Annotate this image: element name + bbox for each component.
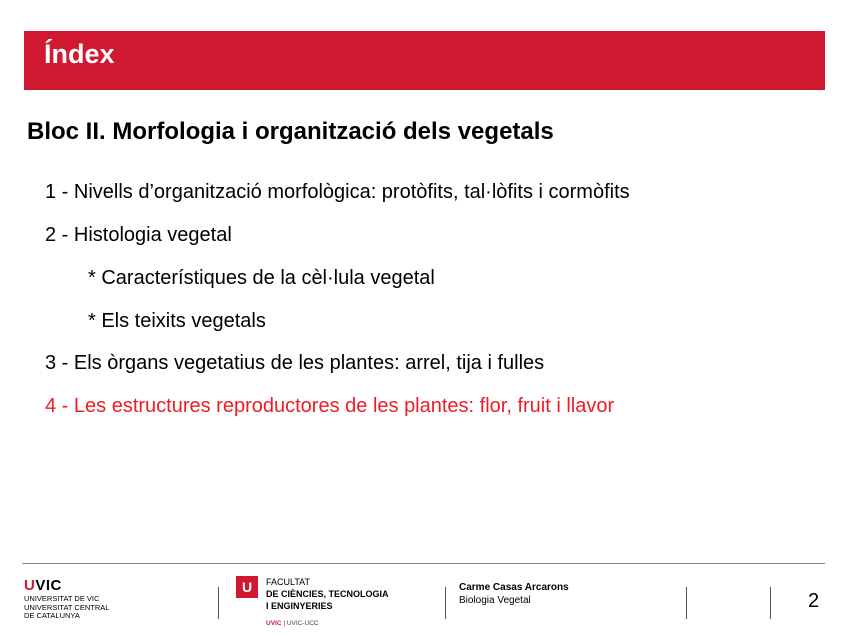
uvic-logo (24, 578, 164, 621)
title-bar (24, 31, 825, 90)
list-item-highlighted: 4 - Les estructures reproductores de les plantes: flor, fruit i llavor (45, 395, 615, 417)
uvic-logo-mark: UVIC (24, 577, 62, 594)
block-title: Bloc II. Morfologia i organització dels vegetals (27, 118, 554, 145)
faculty-footnote: UVIC | UVIC-UCC (266, 620, 319, 627)
page-number: 2 (808, 590, 820, 612)
faculty-badge-icon: U (236, 576, 258, 598)
footer-separator (686, 587, 687, 619)
footer-separator (770, 587, 771, 619)
footer-separator (445, 587, 446, 619)
author-info (459, 581, 569, 607)
footer-divider (22, 563, 825, 564)
footer-separator (218, 587, 219, 619)
list-item: 1 - Nivells d’organització morfològica: protòfits, tal·lòfits i cormòfits (45, 181, 630, 203)
list-item: * Els teixits vegetals (88, 310, 266, 332)
list-item: 2 - Histologia vegetal (45, 224, 232, 246)
list-item: 3 - Els òrgans vegetatius de les plantes: arrel, tija i fulles (45, 352, 545, 374)
list-item: * Característiques de la cèl·lula vegetal (88, 267, 435, 289)
slide-title: Índex (44, 39, 115, 69)
course-name: Biologia Vegetal (459, 595, 531, 606)
uvic-logo-text: UNIVERSITAT DE VIC UNIVERSITAT CENTRAL DE CATALUNYA (24, 594, 110, 620)
faculty-name: FACULTAT DE CIÈNCIES, TECNOLOGIA I ENGINYERIES (266, 577, 389, 611)
author-name: Carme Casas Arcarons (459, 582, 569, 593)
